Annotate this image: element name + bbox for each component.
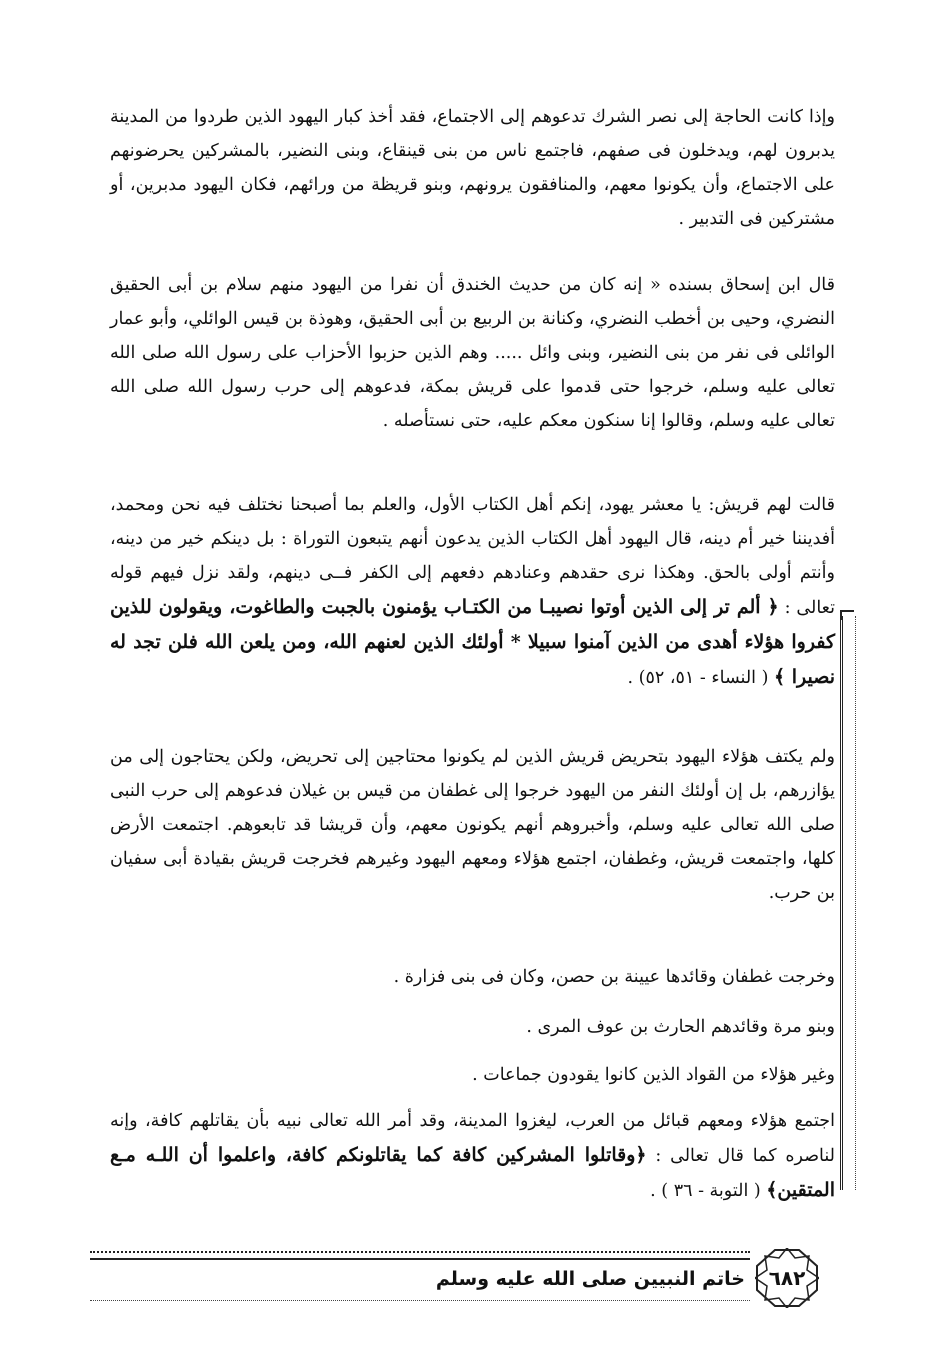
page-number-badge bbox=[755, 1248, 819, 1308]
running-footer-title: خاتم النبيين صلى الله عليه وسلم bbox=[435, 1268, 745, 1290]
paragraph-text bbox=[110, 488, 835, 695]
verse-reference-nisa: ( النساء - ٥١، ٥٢) . bbox=[627, 668, 774, 688]
quran-verse-tawba: ﴿وقاتلوا المشركين كافة كما يقاتلونكم كافة، واعلموا أن اللـه مـع المتقين﴾ bbox=[110, 1144, 835, 1201]
verse-reference-tawba: ( التوبة - ٣٦ ) . bbox=[650, 1181, 767, 1201]
paragraph-text: ولم يكتف هؤلاء اليهود بتحريض قريش الذين لم يكونوا محتاجين إلى تحريض، ولكن يحتاجون إلى من يؤازرهم، بل إن أولئك النفر من اليهود خرجوا إلى غطفان من قيس بن غيلان فدعوهم إلى حرب النبى صلى الله تعالى عليه وسلم، وأخبروهم أنهم يكونون معهم، وأن قريشا قد تابعوهم. اجتمعت الأرض كلها، واجتمعت قريش، وغطفان، اجتمع هؤلاء ومعهم اليهود وغيرهم فخرجت قريش بقيادة أبى سفيان بن حرب. bbox=[110, 747, 835, 903]
paragraph-ibn-ishaq bbox=[110, 268, 835, 438]
paragraph-text: وبنو مرة وقائدهم الحارث بن عوف المرى . bbox=[526, 1017, 835, 1037]
paragraph-text: وخرجت غطفان وقائدها عيينة بن حصن، وكان فى بنى فزارة . bbox=[393, 967, 835, 987]
paragraph-quraysh-question bbox=[110, 488, 835, 695]
paragraph-ghatafan-alliance bbox=[110, 740, 835, 910]
paragraph-text bbox=[110, 1104, 835, 1208]
footer-rule-top bbox=[90, 1251, 750, 1253]
paragraph-text: وإذا كانت الحاجة إلى نصر الشرك تدعوهم إلى الاجتماع، فقد أخذ كبار اليهود الذين طردوا من المدينة يدبرون لهم، ويدخلون فى صفهم، فاجتمع ناس من بنى قينقاع، وبنى النضير، بالمشركين يحرضونهم على الاجتماع، وأن يكونوا معهم، والمنافقون يرونهم، وبنو قريظة من ورائهم، فكان اليهود مدبرين، أو مشتركين فى التدبير . bbox=[110, 107, 835, 229]
paragraph-intro-text: قالت لهم قريش: يا معشر يهود، إنكم أهل الكتاب الأول، والعلم بما أصبحنا نختلف فيه نحن ومحمد، أفديننا خير أم دينه، قال اليهود أهل الكتاب الذين يدعون أنهم يتبعون التوراة : بل دينكم خير من دينه، وأنتم أولى بالحق. وهكذا نرى حقدهم وعنادهم دفعهم إلى الكفر فــى دينهم، ولقد نزل فيهم قوله تعالى : bbox=[110, 495, 835, 618]
paragraph-text: وغير هؤلاء من القواد الذين كانوا يقودون جماعات . bbox=[472, 1065, 835, 1085]
verse-margin-frame bbox=[840, 616, 856, 1190]
paragraph-intro-text: اجتمع هؤلاء ومعهم قبائل من العرب، ليغزوا المدينة، وقد أمر الله تعالى نبيه بأن يقاتلهم كافة، وإنه لناصره كما قال تعالى : bbox=[110, 1111, 835, 1166]
paragraph-gathering bbox=[110, 1104, 835, 1208]
footer-rule-middle bbox=[90, 1258, 750, 1260]
paragraph-banu-murra bbox=[110, 1010, 835, 1044]
paragraph-ghatafan-leader bbox=[110, 960, 835, 994]
paragraph-text: قال ابن إسحاق بسنده « إنه كان من حديث الخندق أن نفرا من اليهود منهم سلام بن أبى الحقيق النضري، وحيى بن أخطب النضري، وكنانة بن الربيع بن أبى الحقيق، وهوذة بن قيس الوائلي، وأبو عمار الوائلى فى نفر من بنى النضير، وبنى وائل ..... وهم الذين حزبوا الأحزاب على رسول الله صلى الله تعالى عليه وسلم، خرجوا حتى قدموا على قريش بمكة، فدعوهم إلى حرب رسول الله صلى الله تعالى عليه وسلم، وقالوا إنا سنكون معكم عليه، حتى نستأصله . bbox=[110, 275, 835, 431]
footer-rule-bottom bbox=[90, 1300, 750, 1301]
page-number: ٦٨٢ bbox=[768, 1266, 806, 1290]
paragraph-other-leaders bbox=[110, 1058, 835, 1092]
quran-verse-nisa: ﴿ ألم تر إلى الذين أوتوا نصيبـا من الكتـاب يؤمنون بالجبت والطاغوت، ويقولون للذين كفروا هؤلاء أهدى من الذين آمنوا سبيلا * أولئك الذين لعنهم الله، ومن يلعن الله فلن تجد له نصيرا ﴾ bbox=[110, 596, 835, 688]
paragraph-jewish-plotting bbox=[110, 100, 835, 236]
